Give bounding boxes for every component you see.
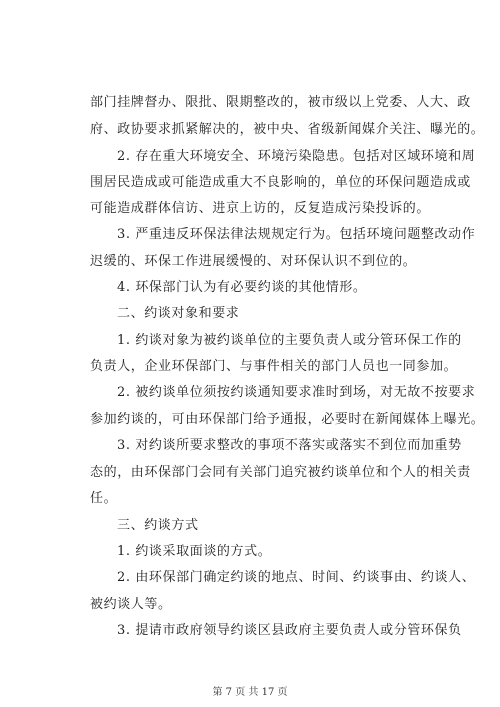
text-line: 任。: [90, 491, 118, 506]
text-line: 态的，由环保部门会同有关部门追究被约谈单位和个人的相关责: [90, 465, 471, 480]
section-heading: 二、约谈对象和要求: [117, 306, 240, 321]
text-line: 4. 环保部门认为有必要约谈的其他情形。: [117, 280, 367, 295]
text-line: 部门挂牌督办、限批、限期整改的，被市级以上党委、人大、政: [90, 95, 471, 110]
text-line: 3. 提请市政府领导约谈区县政府主要负责人或分管环保负: [117, 623, 462, 638]
text-line: 2. 由环保部门确定约谈的地点、时间、约谈事由、约谈人、: [117, 570, 476, 585]
text-line: 3. 严重违反环保法律法规规定行为。包括环境问题整改动作: [117, 227, 476, 242]
text-line: 可能造成群体信访、进京上访的，反复造成污染投诉的。: [90, 201, 431, 216]
text-line: 府、政协要求抓紧解决的，被中央、省级新闻媒介关注、曝光的。: [90, 122, 485, 137]
text-line: 2. 存在重大环境安全、环境污染隐患。包括对区域环境和周: [117, 149, 476, 164]
section-heading: 三、约谈方式: [117, 518, 199, 533]
text-line: 1. 约谈采取面谈的方式。: [117, 544, 272, 559]
text-line: 1. 约谈对象为被约谈单位的主要负责人或分管环保工作的: [117, 333, 462, 348]
text-line: 2. 被约谈单位须按约谈通知要求准时到场，对无故不按要求: [117, 385, 476, 400]
page-footer: 第 7 页 共 17 页: [212, 687, 288, 698]
text-line: 被约谈人等。: [90, 597, 172, 612]
text-line: 3. 对约谈所要求整改的事项不落实或落实不到位而加重势: [117, 438, 462, 453]
text-line: 负责人，企业环保部门、与事件相关的部门人员也一同参加。: [90, 359, 458, 374]
text-line: 围居民造成或可能造成重大不良影响的，单位的环保问题造成或: [90, 175, 471, 190]
text-line: 参加约谈的，可由环保部门给予通报，必要时在新闻媒体上曝光。: [90, 412, 485, 427]
text-line: 迟缓的、环保工作进展缓慢的、对环保认识不到位的。: [90, 254, 417, 269]
